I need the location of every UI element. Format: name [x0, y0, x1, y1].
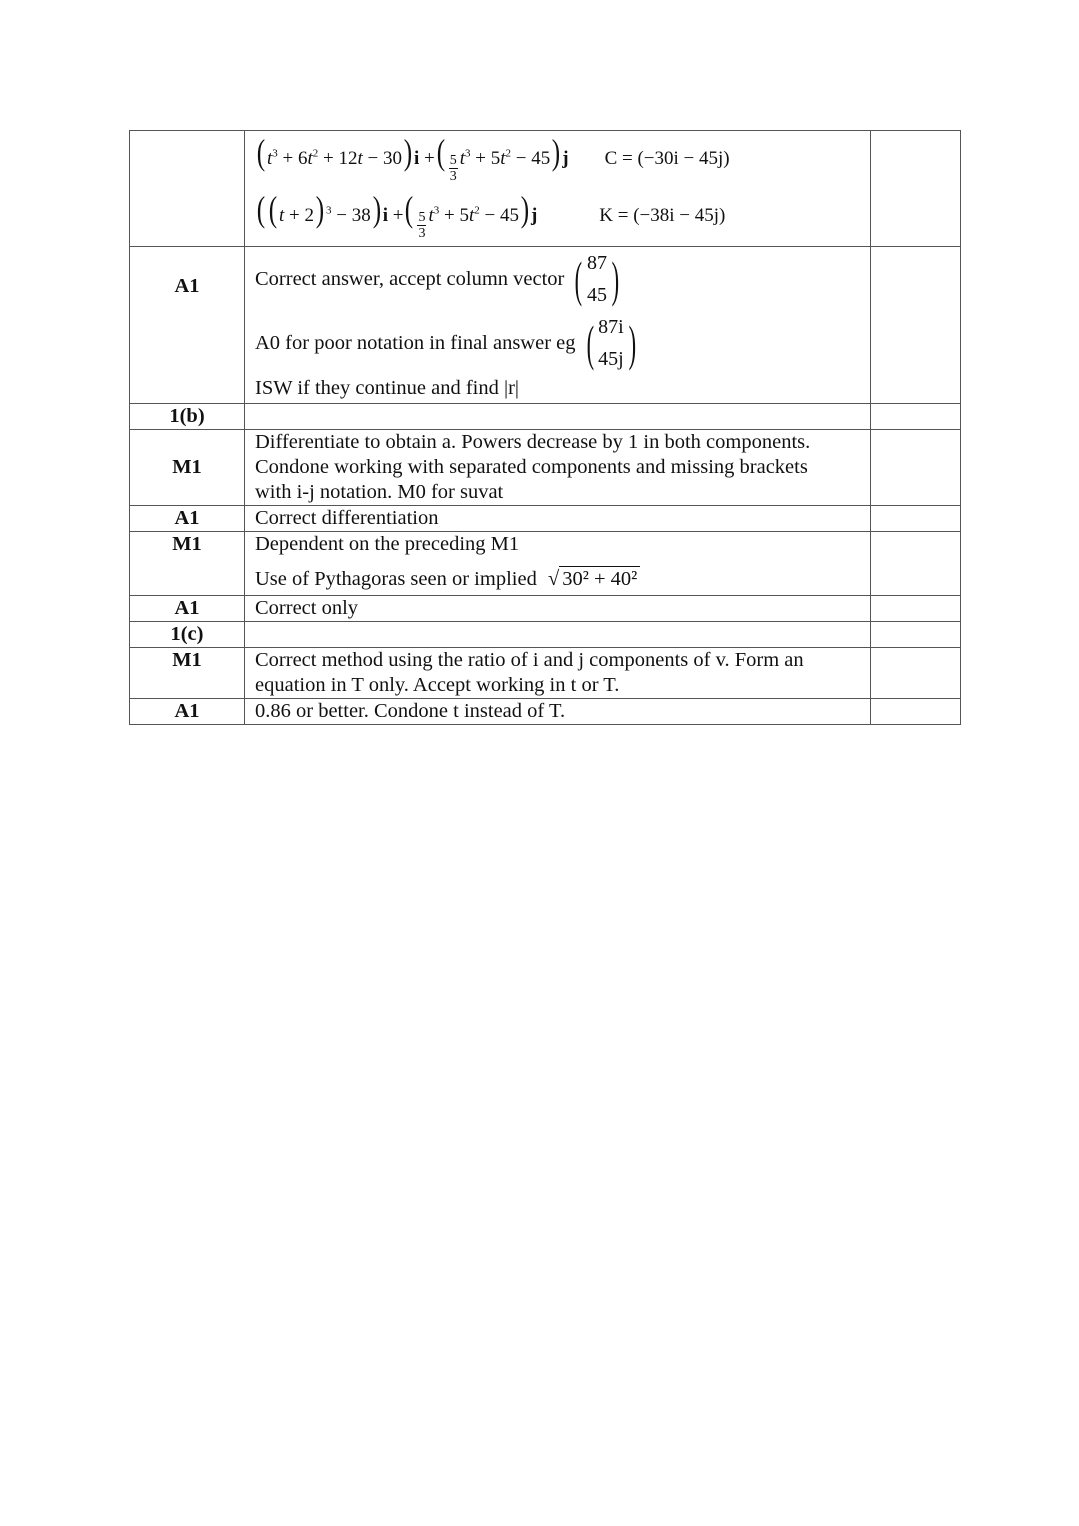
mark-label: A1 — [174, 275, 200, 297]
guidance-cell — [245, 430, 871, 506]
guidance-cell — [245, 247, 871, 404]
guidance-text: Correct only — [255, 597, 359, 619]
pythagoras-line: Use of Pythagoras seen or implied √ 30² + 40² — [255, 566, 870, 591]
column-vector-poor-notation: ( 87i 45j ) — [582, 311, 641, 375]
table-row — [130, 532, 961, 596]
guidance-text: ISW if they continue and find |r| — [255, 377, 520, 399]
notes-cell — [871, 622, 961, 648]
table-row — [130, 404, 961, 430]
guidance-cell — [245, 648, 871, 699]
vector-bottom: 45j — [598, 348, 624, 370]
mark-cell — [130, 596, 245, 622]
equation-line-c — [255, 131, 870, 187]
guidance-text: 0.86 or better. Condone t instead of T. — [255, 700, 566, 722]
notes-cell — [871, 430, 961, 506]
mark-scheme-table — [129, 130, 961, 725]
table-row — [130, 506, 961, 532]
vector-top: 87 — [587, 252, 608, 274]
guidance-text: A0 for poor notation in final answer eg — [255, 332, 576, 354]
mark-label: A1 — [174, 507, 200, 529]
mark-cell — [130, 622, 245, 648]
table-row — [130, 699, 961, 725]
column-vector: ( 87 45 ) — [570, 247, 623, 311]
equation-line-k — [255, 187, 870, 245]
table-row — [130, 247, 961, 404]
notes-cell — [871, 506, 961, 532]
vector-bottom: 45 — [587, 284, 608, 306]
mark-cell — [130, 247, 245, 404]
notes-cell — [871, 699, 961, 725]
point-c: C = (−30i − 45j) — [604, 148, 730, 169]
mark-cell — [130, 699, 245, 725]
mark-cell — [130, 506, 245, 532]
guidance-text: Differentiate to obtain a. Powers decrease by 1 in both components. — [255, 431, 811, 453]
mark-cell — [130, 532, 245, 596]
notes-cell — [871, 247, 961, 404]
table-row — [130, 131, 961, 247]
guidance-text: Correct method using the ratio of i and j components of v. Form an — [255, 649, 804, 671]
guidance-text: Correct answer, accept column vector — [255, 268, 565, 290]
position-expression-completed: ((t + 2) $^3$ − 38)i +( $\frac{5}{3}$ $t^3 + 5t^2 - 45)j$ — [256, 189, 538, 241]
guidance-cell — [245, 596, 871, 622]
guidance-cell — [245, 404, 871, 430]
table-row — [130, 622, 961, 648]
mark-label: A1 — [174, 597, 200, 619]
position-expression: $(t^3 + 6t^2 + 12t - 30)i$ +( $\frac{5}{3}$ $t^3 + 5t^2 - 45)j$ — [256, 132, 569, 184]
notes-cell — [871, 404, 961, 430]
notes-cell — [871, 532, 961, 596]
table-row — [130, 596, 961, 622]
mark-cell — [130, 131, 245, 247]
guidance-text: Use of Pythagoras seen or implied — [255, 568, 537, 590]
guidance-text: Condone working with separated components and missing brackets — [255, 456, 808, 478]
notes-cell — [871, 131, 961, 247]
mark-label: A1 — [174, 700, 200, 722]
guidance-text: Correct differentiation — [255, 507, 439, 529]
point-k: K = (−38i − 45j) — [599, 205, 726, 226]
mark-cell — [130, 648, 245, 699]
sqrt-expression: 30² + 40² — [559, 566, 640, 591]
guidance-cell — [245, 532, 871, 596]
guidance-text: with i-j notation. M0 for suvat — [255, 481, 504, 503]
question-label: 1(b) — [169, 405, 205, 427]
notes-cell — [871, 596, 961, 622]
guidance-cell — [245, 131, 871, 247]
guidance-text: Dependent on the preceding M1 — [255, 533, 520, 555]
mark-label: M1 — [172, 456, 202, 478]
vector-top: 87i — [598, 316, 624, 338]
question-label: 1(c) — [170, 623, 204, 645]
mark-label: M1 — [172, 649, 202, 671]
mark-cell — [130, 404, 245, 430]
guidance-cell — [245, 622, 871, 648]
guidance-cell — [245, 699, 871, 725]
notes-cell — [871, 648, 961, 699]
mark-cell — [130, 430, 245, 506]
table-row — [130, 430, 961, 506]
guidance-cell — [245, 506, 871, 532]
table-row — [130, 648, 961, 699]
mark-label: M1 — [172, 533, 202, 555]
guidance-text: equation in T only. Accept working in t or T. — [255, 674, 620, 696]
